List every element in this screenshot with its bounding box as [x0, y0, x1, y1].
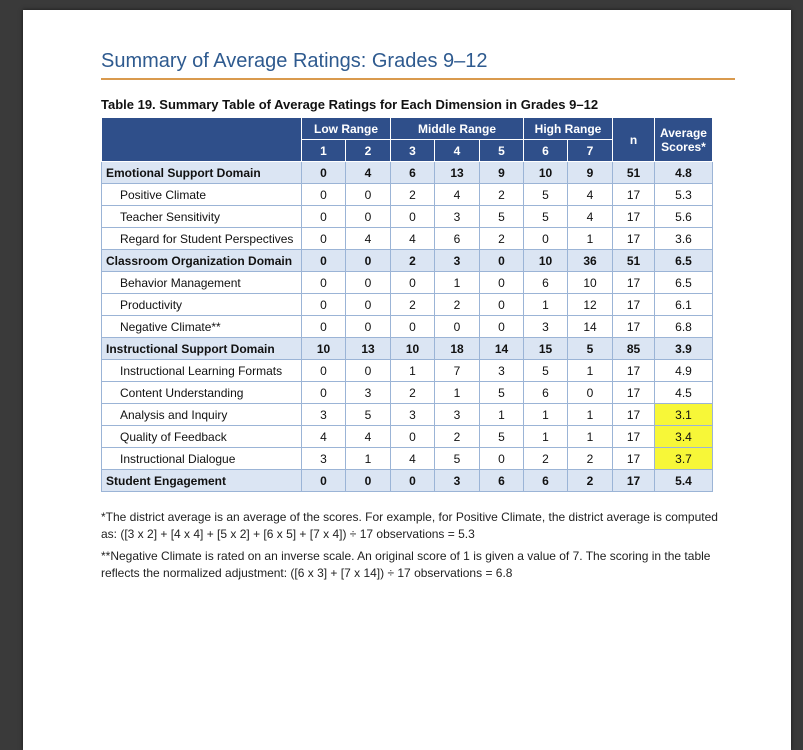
- score-count-cell: 0: [524, 228, 568, 250]
- score-count-cell: 7: [435, 360, 480, 382]
- score-count-cell: 3: [302, 404, 346, 426]
- score-count-cell: 0: [302, 294, 346, 316]
- score-count-cell: 0: [346, 294, 391, 316]
- header-score: 5: [480, 140, 524, 162]
- domain-row: [102, 162, 713, 184]
- score-count-cell: 0: [346, 360, 391, 382]
- score-count-cell: 0: [568, 382, 613, 404]
- score-count-cell: 13: [346, 338, 391, 360]
- score-count-cell: 14: [568, 316, 613, 338]
- average-score-cell: 5.3: [655, 184, 713, 206]
- score-count-cell: 0: [391, 272, 435, 294]
- score-count-cell: 6: [524, 382, 568, 404]
- score-count-cell: 2: [391, 250, 435, 272]
- score-count-cell: 5: [435, 448, 480, 470]
- score-count-cell: 3: [391, 404, 435, 426]
- score-count-cell: 1: [568, 360, 613, 382]
- score-count-cell: 5: [480, 382, 524, 404]
- row-label: Instructional Support Domain: [102, 338, 302, 360]
- score-count-cell: 9: [568, 162, 613, 184]
- score-count-cell: 0: [346, 250, 391, 272]
- row-label: Behavior Management: [102, 272, 302, 294]
- score-count-cell: 10: [524, 250, 568, 272]
- ratings-table: [101, 117, 713, 492]
- row-label: Analysis and Inquiry: [102, 404, 302, 426]
- n-cell: 51: [613, 250, 655, 272]
- score-count-cell: 3: [302, 448, 346, 470]
- score-count-cell: 1: [568, 404, 613, 426]
- header-average-line2: Scores*: [661, 139, 706, 154]
- score-count-cell: 2: [391, 294, 435, 316]
- score-count-cell: 0: [302, 470, 346, 492]
- score-count-cell: 0: [346, 206, 391, 228]
- score-count-cell: 3: [435, 404, 480, 426]
- row-label: Content Understanding: [102, 382, 302, 404]
- n-cell: 17: [613, 448, 655, 470]
- average-score-cell: 5.4: [655, 470, 713, 492]
- score-count-cell: 2: [435, 426, 480, 448]
- score-count-cell: 0: [480, 272, 524, 294]
- score-count-cell: 5: [346, 404, 391, 426]
- score-count-cell: 2: [435, 294, 480, 316]
- score-count-cell: 5: [480, 426, 524, 448]
- average-score-cell: 4.9: [655, 360, 713, 382]
- footnote-negative-climate: **Negative Climate is rated on an inverse scale. An original score of 1 is given a value of 7. The scoring in the table reflects the normalized adjustment: ([6 x 3] + [7 x 14]) ÷ 17 observations = 6.8: [101, 549, 711, 580]
- score-count-cell: 0: [480, 448, 524, 470]
- score-count-cell: 0: [480, 250, 524, 272]
- n-cell: 17: [613, 206, 655, 228]
- header-blank: [102, 118, 302, 162]
- domain-row: [102, 470, 713, 492]
- average-score-cell: 6.1: [655, 294, 713, 316]
- score-count-cell: 0: [391, 470, 435, 492]
- score-count-cell: 0: [480, 294, 524, 316]
- row-label: Productivity: [102, 294, 302, 316]
- table-body: [102, 162, 713, 492]
- table-row: [102, 272, 713, 294]
- header-average-line1: Average: [660, 125, 707, 140]
- average-score-cell: 4.5: [655, 382, 713, 404]
- domain-row: [102, 338, 713, 360]
- score-count-cell: 1: [568, 228, 613, 250]
- score-count-cell: 1: [435, 382, 480, 404]
- n-cell: 17: [613, 184, 655, 206]
- score-count-cell: 4: [391, 448, 435, 470]
- score-count-cell: 36: [568, 250, 613, 272]
- header-middle-range: Middle Range: [391, 118, 524, 140]
- score-count-cell: 5: [524, 184, 568, 206]
- score-count-cell: 6: [524, 272, 568, 294]
- score-count-cell: 1: [524, 404, 568, 426]
- average-score-cell: 4.8: [655, 162, 713, 184]
- score-count-cell: 0: [346, 316, 391, 338]
- score-count-cell: 4: [568, 184, 613, 206]
- score-count-cell: 2: [480, 184, 524, 206]
- table-row: [102, 206, 713, 228]
- n-cell: 17: [613, 426, 655, 448]
- score-count-cell: 4: [302, 426, 346, 448]
- score-count-cell: 1: [524, 426, 568, 448]
- score-count-cell: 3: [435, 250, 480, 272]
- average-score-cell: 6.8: [655, 316, 713, 338]
- table-row: [102, 294, 713, 316]
- row-label: Instructional Dialogue: [102, 448, 302, 470]
- score-count-cell: 10: [568, 272, 613, 294]
- score-count-cell: 3: [480, 360, 524, 382]
- score-count-cell: 0: [346, 470, 391, 492]
- score-count-cell: 3: [346, 382, 391, 404]
- score-count-cell: 1: [524, 294, 568, 316]
- score-count-cell: 2: [568, 448, 613, 470]
- score-count-cell: 4: [346, 162, 391, 184]
- score-count-cell: 0: [302, 206, 346, 228]
- score-count-cell: 0: [302, 250, 346, 272]
- score-count-cell: 6: [391, 162, 435, 184]
- average-score-cell: 3.4: [655, 426, 713, 448]
- n-cell: 85: [613, 338, 655, 360]
- header-high-range: High Range: [524, 118, 613, 140]
- page-heading: Summary of Average Ratings: Grades 9–12: [101, 50, 488, 72]
- score-count-cell: 1: [480, 404, 524, 426]
- score-count-cell: 5: [524, 206, 568, 228]
- row-label: Negative Climate**: [102, 316, 302, 338]
- score-count-cell: 10: [391, 338, 435, 360]
- table-row: [102, 382, 713, 404]
- score-count-cell: 0: [346, 184, 391, 206]
- score-count-cell: 4: [568, 206, 613, 228]
- score-count-cell: 0: [346, 272, 391, 294]
- score-count-cell: 0: [302, 272, 346, 294]
- row-label: Emotional Support Domain: [102, 162, 302, 184]
- score-count-cell: 18: [435, 338, 480, 360]
- score-count-cell: 0: [302, 184, 346, 206]
- score-count-cell: 0: [302, 316, 346, 338]
- row-label: Classroom Organization Domain: [102, 250, 302, 272]
- table-row: [102, 448, 713, 470]
- score-count-cell: 10: [524, 162, 568, 184]
- score-count-cell: 6: [435, 228, 480, 250]
- score-count-cell: 0: [302, 382, 346, 404]
- n-cell: 17: [613, 272, 655, 294]
- score-count-cell: 0: [480, 316, 524, 338]
- score-count-cell: 0: [302, 360, 346, 382]
- header-score: 4: [435, 140, 480, 162]
- row-label: Teacher Sensitivity: [102, 206, 302, 228]
- n-cell: 17: [613, 316, 655, 338]
- score-count-cell: 10: [302, 338, 346, 360]
- score-count-cell: 2: [568, 470, 613, 492]
- score-count-cell: 9: [480, 162, 524, 184]
- score-count-cell: 2: [524, 448, 568, 470]
- score-count-cell: 3: [524, 316, 568, 338]
- header-score: 2: [346, 140, 391, 162]
- average-score-cell: 3.9: [655, 338, 713, 360]
- score-count-cell: 0: [391, 426, 435, 448]
- heading-rule: [101, 78, 735, 80]
- score-count-cell: 3: [435, 206, 480, 228]
- row-label: Instructional Learning Formats: [102, 360, 302, 382]
- average-score-cell: 5.6: [655, 206, 713, 228]
- score-count-cell: 0: [391, 316, 435, 338]
- table-row: [102, 228, 713, 250]
- table-row: [102, 426, 713, 448]
- score-count-cell: 0: [435, 316, 480, 338]
- score-count-cell: 4: [391, 228, 435, 250]
- score-count-cell: 0: [302, 228, 346, 250]
- row-label: Quality of Feedback: [102, 426, 302, 448]
- score-count-cell: 5: [480, 206, 524, 228]
- average-score-cell: 3.7: [655, 448, 713, 470]
- score-count-cell: 6: [480, 470, 524, 492]
- score-count-cell: 13: [435, 162, 480, 184]
- score-count-cell: 4: [346, 228, 391, 250]
- n-cell: 51: [613, 162, 655, 184]
- average-score-cell: 6.5: [655, 250, 713, 272]
- average-score-cell: 3.6: [655, 228, 713, 250]
- row-label: Positive Climate: [102, 184, 302, 206]
- average-score-cell: 3.1: [655, 404, 713, 426]
- score-count-cell: 5: [568, 338, 613, 360]
- header-score: 6: [524, 140, 568, 162]
- table-caption: Table 19. Summary Table of Average Ratings for Each Dimension in Grades 9–12: [101, 97, 599, 112]
- score-count-cell: 2: [391, 382, 435, 404]
- score-count-cell: 6: [524, 470, 568, 492]
- n-cell: 17: [613, 404, 655, 426]
- domain-row: [102, 250, 713, 272]
- footnote-district-average: *The district average is an average of the scores. For example, for Positive Climate, the district average is computed as: ([3 x 2] + [4 x 4] + [5 x 2] + [6 x 5] + [7 x 4]) ÷ 17 observations = 5.3: [101, 510, 718, 541]
- row-label: Regard for Student Perspectives: [102, 228, 302, 250]
- score-count-cell: 1: [346, 448, 391, 470]
- table-row: [102, 404, 713, 426]
- score-count-cell: 0: [391, 206, 435, 228]
- score-count-cell: 1: [435, 272, 480, 294]
- score-count-cell: 4: [346, 426, 391, 448]
- header-average-scores: [655, 118, 713, 162]
- score-count-cell: 4: [435, 184, 480, 206]
- score-count-cell: 0: [302, 162, 346, 184]
- row-label: Student Engagement: [102, 470, 302, 492]
- header-score: 7: [568, 140, 613, 162]
- table-row: [102, 360, 713, 382]
- n-cell: 17: [613, 294, 655, 316]
- score-count-cell: 5: [524, 360, 568, 382]
- average-score-cell: 6.5: [655, 272, 713, 294]
- score-count-cell: 2: [391, 184, 435, 206]
- header-n: n: [613, 118, 655, 162]
- header-score: 3: [391, 140, 435, 162]
- table-row: [102, 184, 713, 206]
- header-low-range: Low Range: [302, 118, 391, 140]
- header-score: 1: [302, 140, 346, 162]
- document-page: [23, 10, 791, 750]
- score-count-cell: 1: [568, 426, 613, 448]
- score-count-cell: 15: [524, 338, 568, 360]
- score-count-cell: 14: [480, 338, 524, 360]
- n-cell: 17: [613, 228, 655, 250]
- n-cell: 17: [613, 360, 655, 382]
- n-cell: 17: [613, 470, 655, 492]
- score-count-cell: 12: [568, 294, 613, 316]
- score-count-cell: 2: [480, 228, 524, 250]
- n-cell: 17: [613, 382, 655, 404]
- table-row: [102, 316, 713, 338]
- score-count-cell: 3: [435, 470, 480, 492]
- score-count-cell: 1: [391, 360, 435, 382]
